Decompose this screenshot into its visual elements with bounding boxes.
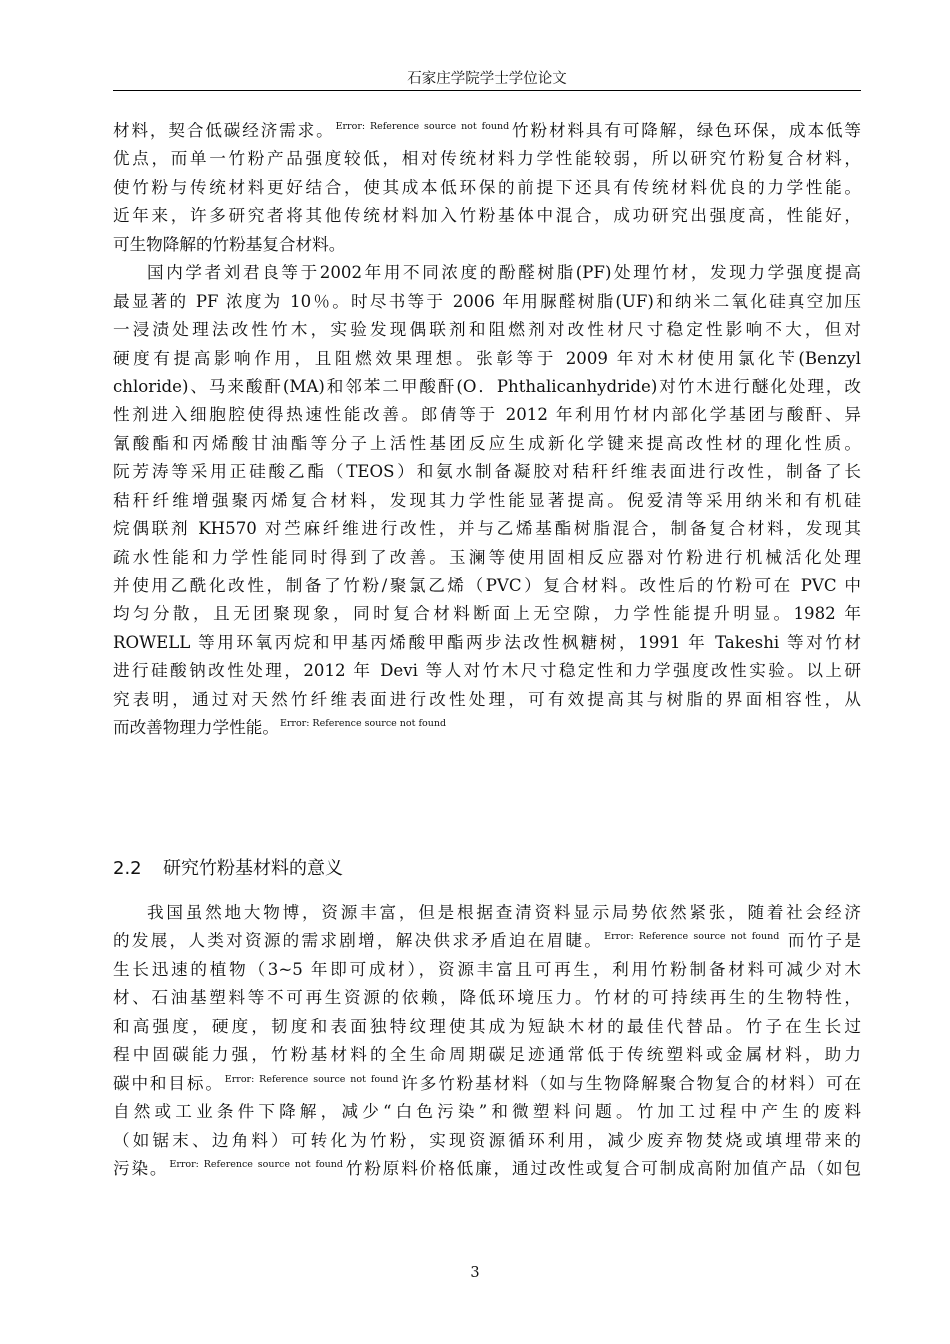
paragraph: [113, 899, 861, 1183]
reference-error-marker: Error: Reference source not found: [169, 1158, 343, 1170]
line-text: 而改善物理力学性能。: [113, 718, 279, 738]
text-line: 国内学者刘君良等于2002年用不同浓度的酚醛树脂(PF)处理竹材，发现力学强度提高: [147, 263, 861, 283]
paragraph: [113, 117, 861, 259]
text-line: [113, 1070, 861, 1098]
text-line: 自然或工业条件下降解，减少“白色污染”和微塑料问题。竹加工过程中产生的废料: [113, 1102, 861, 1122]
text-line: 均匀分散，且无团聚现象，同时复合材料断面上无空隙，力学性能提升明显。1982 年: [113, 604, 861, 624]
text-line: 性剂进入细胞腔使得热速性能改善。郎倩等于 2012 年利用竹材内部化学基团与酸酐、异: [113, 405, 861, 425]
text-line: 阮芳涛等采用正硅酸乙酯（TEOS）和氨水制备凝胶对秸秆纤维表面进行改性，制备了长: [113, 462, 861, 482]
text-line: chloride)、马来酸酐(MA)和邻苯二甲酸酐(O．Phthalicanhydride)对竹木进行醚化处理，改: [113, 376, 861, 396]
text-line: [113, 117, 861, 145]
paragraph: [113, 259, 861, 742]
line-text: 材料，契合低碳经济需求。: [113, 121, 335, 140]
text-line: 究表明，通过对天然竹纤维表面进行改性处理，可有效提高其与树脂的界面相容性，从: [113, 689, 861, 709]
text-line: [113, 1155, 861, 1183]
body-text-bottom: [113, 899, 861, 1183]
text-line: 疏水性能和力学性能同时得到了改善。玉澜等使用固相反应器对竹粉进行机械活化处理: [113, 547, 861, 567]
line-text: 而竹子是: [780, 931, 861, 951]
text-line: 和高强度，硬度，韧度和表面独特纹理使其成为短缺木材的最佳代替品。竹子在生长过: [113, 1016, 861, 1036]
page-number: 3: [470, 1265, 480, 1281]
section-heading: [113, 856, 861, 882]
text-line: 使竹粉与传统材料更好结合，使其成本低环保的前提下还具有传统材料优良的力学性能。: [113, 177, 861, 197]
line-text: 污染。: [113, 1158, 169, 1178]
text-line: 程中固碳能力强，竹粉基材料的全生命周期碳足迹通常低于传统塑料或金属材料，助力: [113, 1045, 861, 1065]
line-text: 竹粉材料具有可降解，绿色环保，成本低等: [510, 121, 862, 140]
text-line: [113, 714, 861, 742]
text-line: ROWELL 等用环氧丙烷和甲基丙烯酸甲酯两步法改性枫糖树，1991 年 Takeshi 等对竹材: [113, 632, 861, 652]
reference-error-marker: Error: Reference source not found: [224, 1073, 399, 1085]
running-header: 石家庄学院学士学位论文: [407, 71, 567, 87]
header-rule: [113, 90, 861, 91]
text-line: 进行硅酸钠改性处理，2012 年 Devi 等人对竹木尺寸稳定性和力学强度改性实验。以上研: [113, 661, 861, 681]
text-line: 氰酸酯和丙烯酸甘油酯等分子上活性基团反应生成新化学键来提高改性材的理化性质。: [113, 433, 861, 453]
text-line: 一浸渍处理法改性竹木，实验发现偶联剂和阻燃剂对改性材尺寸稳定性影响不大，但对: [113, 320, 861, 340]
line-text: 碳中和目标。: [113, 1073, 224, 1093]
line-text: 的发展，人类对资源的需求剧增，解决供求矛盾迫在眉睫。: [113, 931, 604, 951]
text-line: 我国虽然地大物博，资源丰富，但是根据查清资料显示局势依然紧张，随着社会经济: [147, 903, 861, 922]
text-line: 材、石油基塑料等不可再生资源的依赖，降低环境压力。竹材的可持续再生的生物特性，: [113, 988, 861, 1008]
text-line: 硬度有提高影响作用，且阻燃效果理想。张彰等于 2009 年对木材使用氯化苄(Benzyl: [113, 348, 861, 368]
line-text: 竹粉原料价格低廉，通过改性或复合可制成高附加值产品（如包: [344, 1158, 862, 1178]
body-text-top: [113, 117, 861, 743]
section-title: 研究竹粉基材料的意义: [163, 858, 343, 879]
text-line: [113, 927, 861, 955]
reference-error-marker: Error: Reference source not found: [604, 931, 780, 943]
reference-error-marker: Error: Reference source not found: [335, 121, 510, 132]
line-text: 许多竹粉基材料（如与生物降解聚合物复合的材料）可在: [399, 1073, 862, 1093]
text-line: （如锯末、边角料）可转化为竹粉，实现资源循环利用，减少废弃物焚烧或填埋带来的: [113, 1130, 861, 1150]
section-number: 2.2: [113, 858, 142, 879]
text-line: 并使用乙酰化改性，制备了竹粉/聚氯乙烯（PVC）复合材料。改性后的竹粉可在 PVC 中: [113, 576, 861, 595]
text-line: 秸秆纤维增强聚丙烯复合材料，发现其力学性能显著提高。倪爱清等采用纳米和有机硅: [113, 490, 861, 510]
text-line: 生长迅速的植物（3~5 年即可成材），资源丰富且可再生，利用竹粉制备材料可减少对木: [113, 959, 861, 979]
text-line: 可生物降解的竹粉基复合材料。: [113, 234, 346, 254]
text-line: 烷偶联剂 KH570 对苎麻纤维进行改性，并与乙烯基酯树脂混合，制备复合材料，发现其: [113, 519, 861, 539]
reference-error-marker: Error: Reference source not found: [279, 718, 447, 730]
text-line: 近年来，许多研究者将其他传统材料加入竹粉基体中混合，成功研究出强度高，性能好，: [113, 206, 861, 226]
text-line: 优点，而单一竹粉产品强度较低，相对传统材料力学性能较弱，所以研究竹粉复合材料，: [113, 149, 861, 169]
text-line: 最显著的 PF 浓度为 10％。时尽书等于 2006 年用脲醛树脂(UF)和纳米二氧化硅真空加压: [113, 291, 861, 311]
